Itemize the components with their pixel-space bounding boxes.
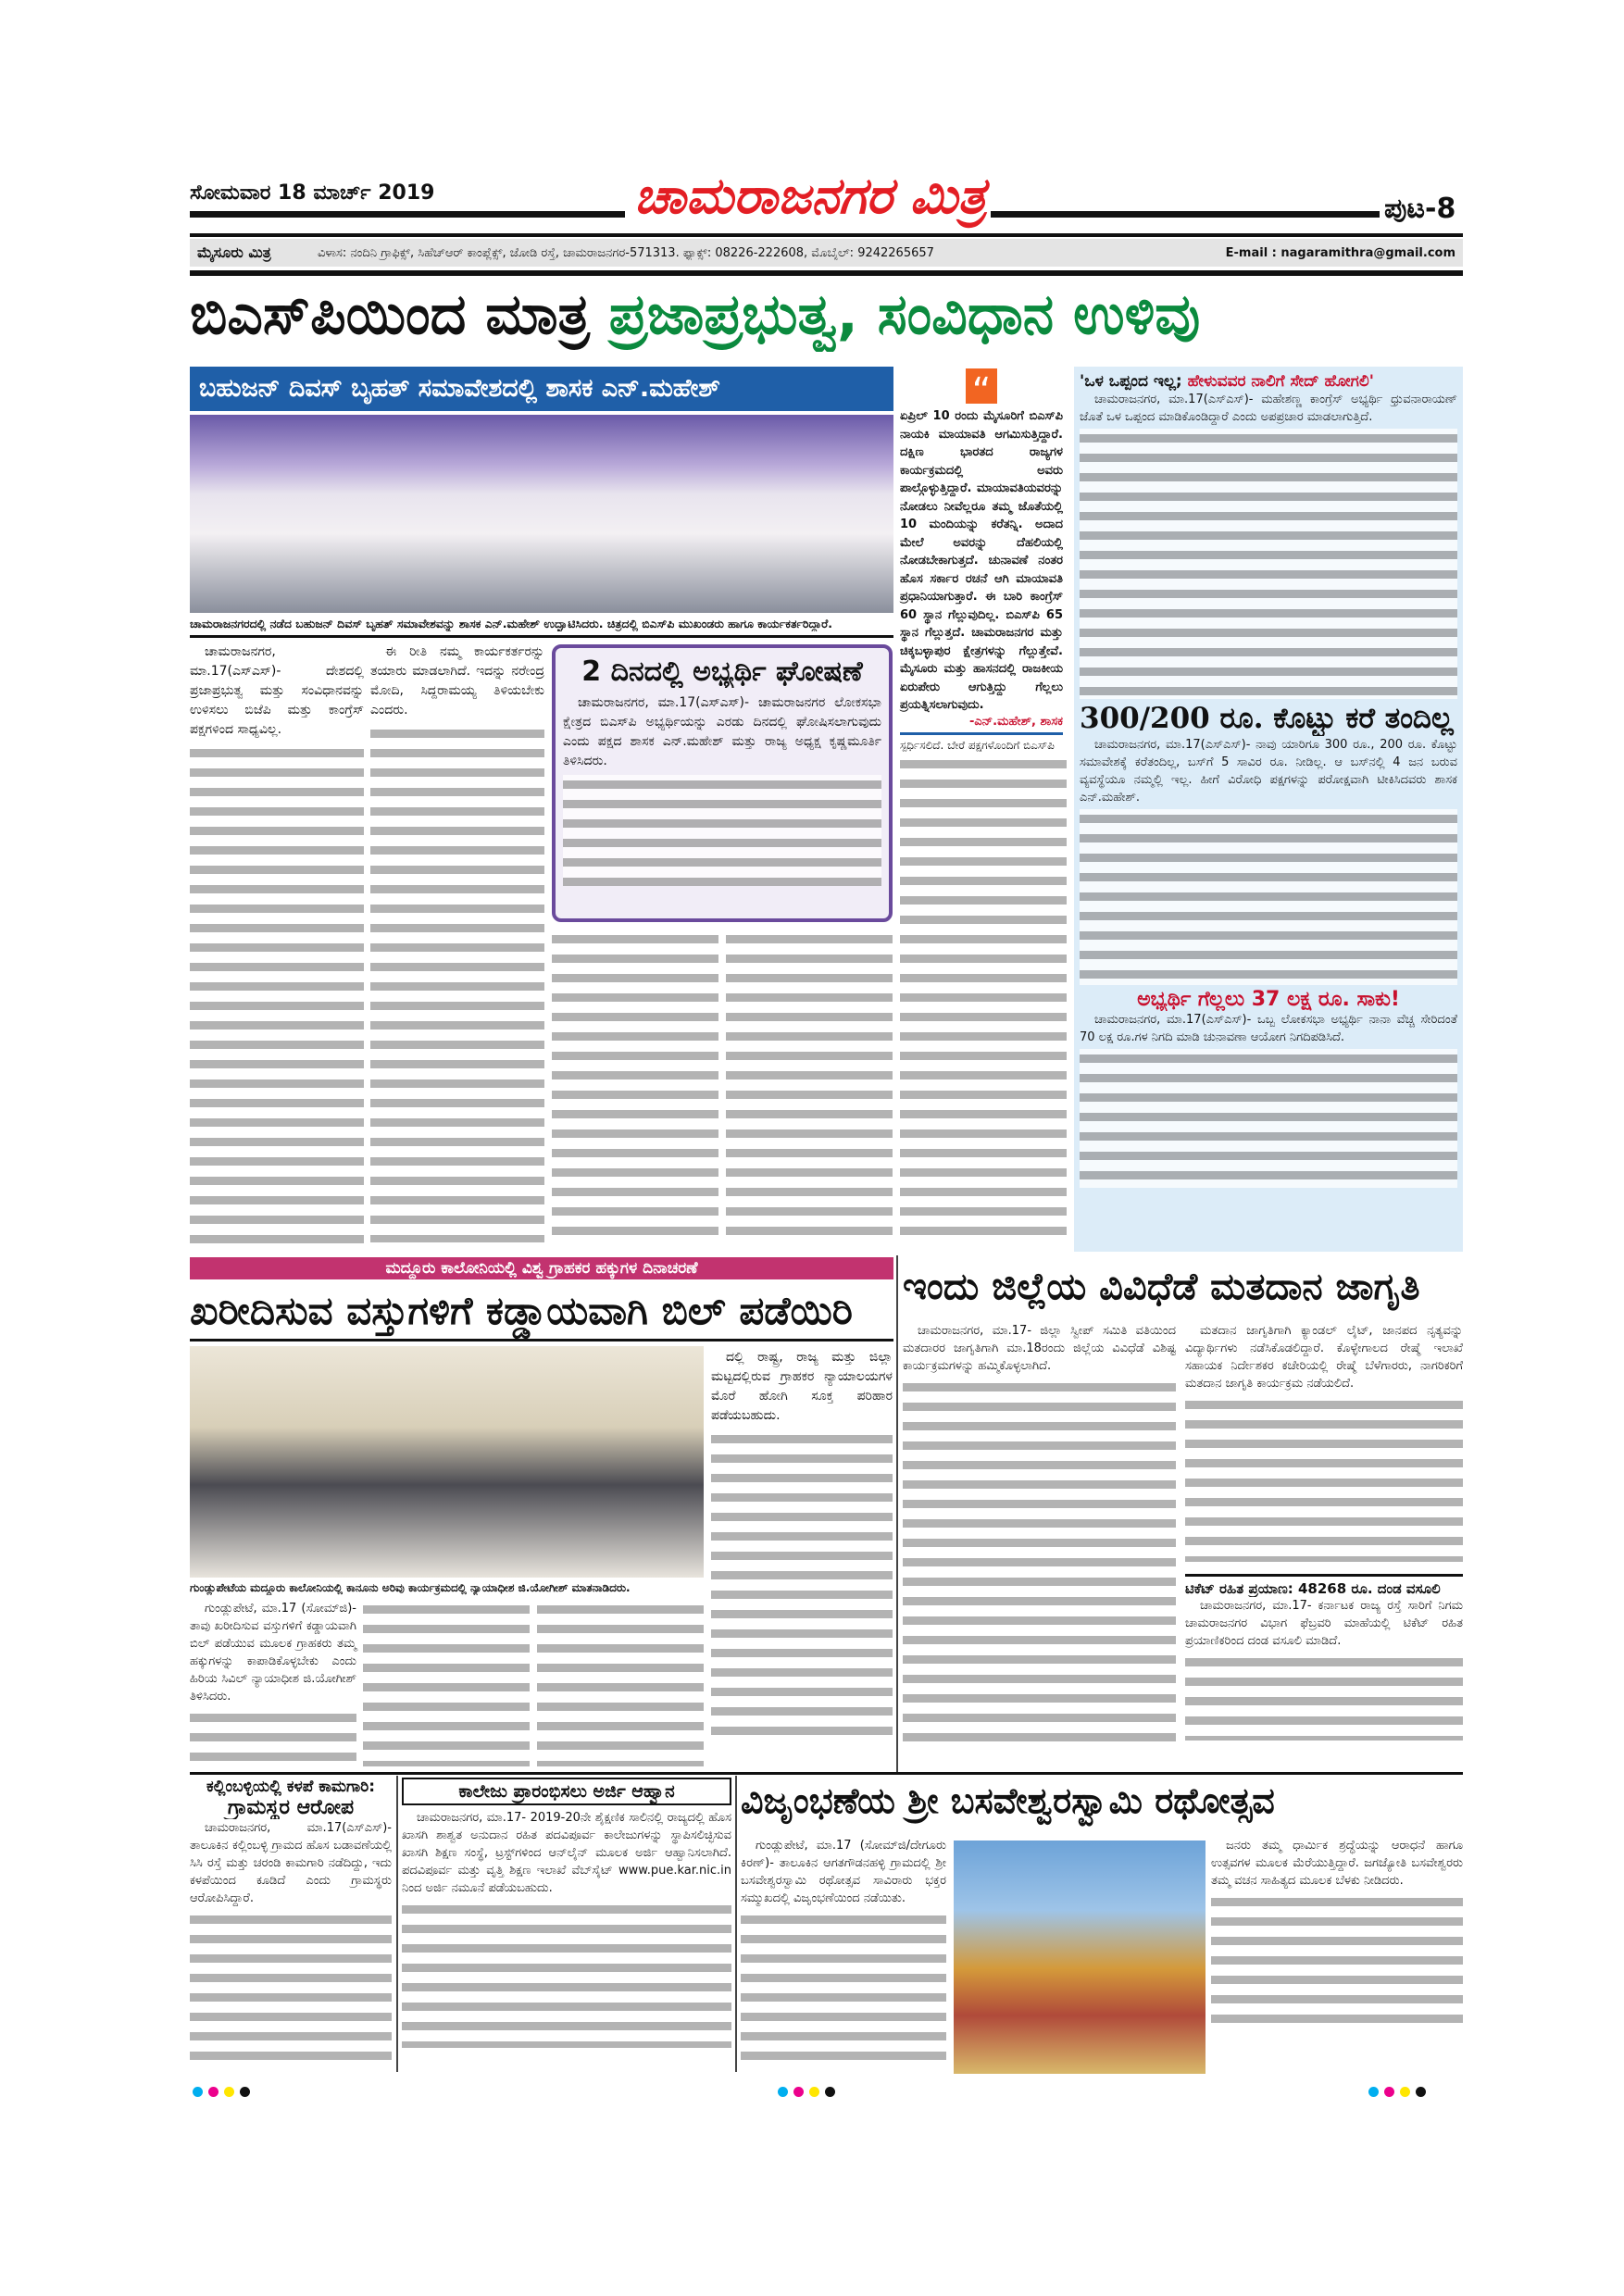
c-col2 bbox=[1211, 1837, 1463, 2031]
right-h1 bbox=[1080, 372, 1457, 391]
text-lines bbox=[552, 930, 718, 1244]
text-lines bbox=[1185, 1395, 1463, 1562]
rule bbox=[190, 211, 625, 218]
consumer-headline: ಖರೀದಿಸುವ ವಸ್ತುಗಳಿಗೆ ಕಡ್ಡಾಯವಾಗಿ ಬಿಲ್ ಪಡೆಯಿರಿ bbox=[190, 1288, 853, 1333]
b-text: ಚಾಮರಾಜನಗರ, ಮಾ.17- 2019-20ನೇ ಶೈಕ್ಷಣಿಕ ಸಾಲಿನಲ್ಲಿ ರಾಜ್ಯದಲ್ಲಿ ಹೊಸ ಖಾಸಗಿ ಶಾಶ್ವತ ಅನುದಾನ ರಹಿತ ಪದವಿಪೂರ್ವ ಕಾಲೇಜುಗಳನ್ನು ಸ್ಥಾಪಿಸಲಿಚ್ಛಿಸುವ ಖಾಸಗಿ ಶಿಕ್ಷಣ ಸಂಸ್ಥೆ, ಟ್ರಸ್ಟ್‌ಗಳಿಂದ ಆನ್‌ಲೈನ್ ಮೂಲಕ ಅರ್ಜಿ ಆಹ್ವಾನಿಸಲಾಗಿದೆ. ಪದವಿಪೂರ್ವ ಮತ್ತು ವೃತ್ತಿ ಶಿಕ್ಷಣ ಇಲಾಖೆ ವೆಬ್‌ಸೈಟ್ www.pue.kar.nic.in ನಿಂದ ಅರ್ಜಿ ನಮೂನೆ ಪಡೆಯಬಹುದು. bbox=[402, 1811, 731, 1895]
c-text: ಜನರು ತಮ್ಮ ಧಾರ್ಮಿಕ ಶ್ರದ್ಧೆಯನ್ನು ಆರಾಧನೆ ಹಾಗೂ ಉತ್ಸವಗಳ ಮೂಲಕ ಮೆರೆಯುತ್ತಿದ್ದಾರೆ. ಜಗಜ್ಯೋತಿ ಬಸವೇಶ್ವರರು ತಮ್ಮ ವಚನ ಸಾಹಿತ್ಯದ ಮೂಲಕ ಬೆಳಕು ನೀಡಿದರು. bbox=[1211, 1839, 1463, 1888]
consumer-col1 bbox=[190, 1600, 356, 1764]
text-lines bbox=[537, 1600, 704, 1766]
h1-part: ಹೇಳುವವರ ನಾಲಿಗೆ ಸೇದ್ ಹೋಗಲಿ' bbox=[1187, 372, 1374, 391]
rule bbox=[991, 211, 1380, 218]
masthead: ಚಾಮರಾಜನಗರ ಮಿತ್ರ bbox=[633, 167, 987, 225]
article-college bbox=[402, 1778, 731, 2048]
box-text: ಚಾಮರಾಜನಗರ, ಮಾ.17(ಎಸ್‌ಎಸ್)- ಚಾಮರಾಜನಗರ ಲೋಕಸಭಾ ಕ್ಷೇತ್ರದ ಬಿಎಸ್‌ಪಿ ಅಭ್ಯರ್ಥಿಯನ್ನು ಎರಡು ದಿನದಲ್ಲಿ ಘೋಷಿಸಲಾಗುವುದು ಎಂದು ಪಕ್ಷದ ಶಾಸಕ ಎನ್.ಮಹೇಶ್ ಮತ್ತು ರಾಜ್ಯ ಅಧ್ಯಕ್ಷ ಕೃಷ್ಣಮೂರ್ತಿ ತಿಳಿಸಿದರು. bbox=[563, 695, 881, 768]
right-h2: 300/200 ರೂ. ಕೊಟ್ಟು ಕರೆ ತಂದಿಲ್ಲ bbox=[1080, 702, 1454, 735]
headline-part2: ಪ್ರಜಾಪ್ರಭುತ್ವ, ಸಂವಿಧಾನ ಉಳಿವು bbox=[608, 282, 1201, 347]
rule bbox=[190, 1339, 893, 1341]
rule bbox=[190, 233, 1463, 237]
right-h3: ಅಭ್ಯರ್ಥಿ ಗೆಲ್ಲಲು 37 ಲಕ್ಷ ರೂ. ಸಾಕು! bbox=[1137, 988, 1400, 1011]
quote-after: ಸ್ಪರ್ಧಿಸಲಿದೆ. ಬೇರೆ ಪಕ್ಷಗಳೊಂದಿಗೆ ಬಿಎಸ್‌ಪಿ bbox=[900, 738, 1055, 752]
right-p2: ಚಾಮರಾಜನಗರ, ಮಾ.17(ಎಸ್‌ಎಸ್)- ನಾವು ಯಾರಿಗೂ 300 ರೂ., 200 ರೂ. ಕೊಟ್ಟು ಸಮಾವೇಶಕ್ಕೆ ಕರೆತಂದಿಲ್ಲ, ಬಸ್‌ಗೆ 5 ಸಾವಿರ ರೂ. ನೀಡಿಲ್ಲ. ಆ ಬಸ್‌ನಲ್ಲಿ 4 ಜನ ಬರುವ ವ್ಯವಸ್ಥೆಯೂ ನಮ್ಮಲ್ಲಿ ಇಲ್ಲ. ಹೀಗೆ ವಿರೋಧಿ ಪಕ್ಷಗಳನ್ನು ಪರೋಕ್ಷವಾಗಿ ಟೀಕಿಸಿದವರು ಶಾಸಕ ಎನ್.ಮಹೇಶ್. bbox=[1080, 738, 1457, 805]
c-title: ವಿಜೃಂಭಣೆಯ ಶ್ರೀ ಬಸವೇಶ್ವರಸ್ವಾಮಿ ರಥೋತ್ಸವ bbox=[741, 1780, 1275, 1821]
voting-col1 bbox=[903, 1322, 1176, 1748]
text-lines bbox=[190, 1910, 392, 2067]
text-lines bbox=[363, 1600, 530, 1766]
voting-text: ಮತದಾನ ಜಾಗೃತಿಗಾಗಿ ಕ್ಯಾಂಡಲ್ ಲೈಟ್, ಜಾನಪದ ನೃತ್ಯವನ್ನು ವಿದ್ಯಾರ್ಥಿಗಳು ನಡೆಸಿಕೊಡಲಿದ್ದಾರೆ. ಕೊಳ್ಳೇಗಾಲದ ರೇಷ್ಮೆ ಇಲಾಖೆ ಸಹಾಯಕ ನಿರ್ದೇಶಕರ ಕಚೇರಿಯಲ್ಲಿ ರೇಷ್ಮೆ ಬೆಳೆಗಾರರು, ನಾಗರಿಕರಿಗೆ ಮತದಾನ ಜಾಗೃತಿ ಕಾರ್ಯಕ್ರಮ ನಡೆಯಲಿದೆ. bbox=[1185, 1324, 1463, 1391]
lead-col1 bbox=[190, 643, 364, 1243]
email: E-mail : nagaramithra@gmail.com bbox=[1225, 245, 1455, 260]
divider bbox=[735, 1776, 737, 2072]
a-text: ಚಾಮರಾಜನಗರ, ಮಾ.17(ಎಸ್‌ಎಸ್)- ತಾಲೂಕಿನ ಕಲ್ಲಿಂಬಳ್ಳಿ ಗ್ರಾಮದ ಹೊಸ ಬಡಾವಣೆಯಲ್ಲಿ ಸಿಸಿ ರಸ್ತೆ ಮತ್ತು ಚರಂಡಿ ಕಾಮಗಾರಿ ನಡೆದಿದ್ದು, ಇದು ಕಳಪೆಯಿಂದ ಕೂಡಿದೆ ಎಂದು ಗ್ರಾಮಸ್ಥರು ಆರೋಪಿಸಿದ್ದಾರೆ. bbox=[190, 1821, 392, 1905]
text-lines bbox=[402, 1900, 731, 2048]
consumer-text: ಗುಂಡ್ಲುಪೇಟೆ, ಮಾ.17 (ಸೋಮ್‌ಜಿ)- ತಾವು ಖರೀದಿಸುವ ವಸ್ತುಗಳಿಗೆ ಕಡ್ಡಾಯವಾಗಿ ಬಿಲ್ ಪಡೆಯುವ ಮೂಲಕ ಗ್ರಾಹಕರು ತಮ್ಮ ಹಕ್ಕುಗಳನ್ನು ಕಾಪಾಡಿಕೊಳ್ಳಬೇಕು ಎಂದು ಹಿರಿಯ ಸಿವಿಲ್ ನ್ಯಾಯಾಧೀಶ ಜಿ.ಯೋಗೀಶ್ ತಿಳಿಸಿದರು. bbox=[190, 1602, 356, 1703]
quote-text: ಏಪ್ರಿಲ್ 10 ರಂದು ಮೈಸೂರಿಗೆ ಬಿಎಸ್‌ಪಿ ನಾಯಕಿ ಮಾಯಾವತಿ ಆಗಮಿಸುತ್ತಿದ್ದಾರೆ. ದಕ್ಷಿಣ ಭಾರತದ ರಾಜ್ಯಗಳ ಕಾರ್ಯಕ್ರಮದಲ್ಲಿ ಅವರು ಪಾಲ್ಗೊಳ್ಳುತ್ತಿದ್ದಾರೆ. ಮಾಯಾವತಿಯವರನ್ನು ನೋಡಲು ನೀವೆಲ್ಲರೂ ತಮ್ಮ ಜೊತೆಯಲ್ಲಿ 10 ಮಂದಿಯನ್ನು ಕರೆತನ್ನಿ. ಅದಾದ ಮೇಲೆ ಅವರನ್ನು ದೆಹಲಿಯಲ್ಲಿ ನೋಡಬೇಕಾಗುತ್ತದೆ. ಚುನಾವಣೆ ನಂತರ ಹೊಸ ಸರ್ಕಾರ ರಚನೆ ಆಗಿ ಮಾಯಾವತಿ ಪ್ರಧಾನಿಯಾಗುತ್ತಾರೆ. ಈ ಬಾರಿ ಕಾಂಗ್ರೆಸ್ 60 ಸ್ಥಾನ ಗೆಲ್ಲುವುದಿಲ್ಲ. ಬಿಎಸ್‌ಪಿ 65 ಸ್ಥಾನ ಗೆಲ್ಲುತ್ತದೆ. ಚಾಮರಾಜನಗರ ಮತ್ತು ಚಿಕ್ಕಬಳ್ಳಾಪುರ ಕ್ಷೇತ್ರಗಳನ್ನು ಗೆಲ್ಲುತ್ತೇವೆ. ಮೈಸೂರು ಮತ್ತು ಹಾಸನದಲ್ಲಿ ರಾಜಕೀಯ ಏರುಪೇರು ಆಗುತ್ತಿದ್ದು ಗೆಲ್ಲಲು ಪ್ರಯತ್ನಿಸಲಾಗುವುದು. bbox=[900, 409, 1063, 712]
text-lines bbox=[711, 1429, 893, 1735]
info-bar bbox=[190, 239, 1463, 267]
h1-part: 'ಒಳ ಒಪ್ಪಂದ ಇಲ್ಲ; bbox=[1080, 372, 1188, 391]
quote-icon: “ bbox=[966, 368, 997, 404]
address: ವಿಳಾಸ: ನಂದಿನಿ ಗ್ರಾಫಿಕ್ಸ್, ಸಿಹೆಚ್‌ಆರ್ ಕಾಂಪ್ಲೆಕ್ಸ್, ಜೋಡಿ ರಸ್ತೆ, ಚಾಮರಾಜನಗರ-571313. ಫ್ಯಾಕ್ಸ್: 08226-222608, ಮೊಬೈಲ್: 9242265657 bbox=[318, 245, 934, 260]
divider bbox=[896, 1255, 898, 1774]
text-lines bbox=[190, 1708, 356, 1764]
lead-banner: ಬಹುಜನ್ ದಿವಸ್ ಬೃಹತ್ ಸಮಾವೇಶದಲ್ಲಿ ಶಾಸಕ ಎನ್.ಮಹೇಶ್ bbox=[190, 367, 893, 411]
text-lines bbox=[903, 1378, 1176, 1748]
rule bbox=[900, 732, 1063, 735]
text-lines bbox=[1080, 1049, 1457, 1188]
text-lines bbox=[1080, 429, 1457, 699]
headline-part1: ಬಿಎಸ್‌ಪಿಯಿಂದ ಮಾತ್ರ bbox=[190, 282, 590, 347]
consumer-side bbox=[711, 1348, 893, 1735]
consumer-strip: ಮದ್ದೂರು ಕಾಲೋನಿಯಲ್ಲಿ ವಿಶ್ವ ಗ್ರಾಹಕರ ಹಕ್ಕುಗಳ ದಿನಾಚರಣೆ bbox=[190, 1257, 893, 1279]
photo-caption: ಚಾಮರಾಜನಗರದಲ್ಲಿ ನಡೆದ ಬಹುಜನ್ ದಿವಸ್ ಬೃಹತ್ ಸಮಾವೇಶವನ್ನು ಶಾಸಕ ಎನ್.ಮಹೇಶ್ ಉದ್ಘಾಟಿಸಿದರು. ಚಿತ್ರದಲ್ಲಿ ಬಿಎಸ್‌ಪಿ ಮುಖಂಡರು ಹಾಗೂ ಕಾರ್ಯಕರ್ತರಿದ್ದಾರೆ. bbox=[190, 617, 833, 630]
rule bbox=[190, 270, 1463, 276]
text-lines bbox=[900, 755, 1067, 1245]
text-lines bbox=[190, 743, 364, 1243]
divider bbox=[396, 1776, 398, 2072]
consumer-caption: ಗುಂಡ್ಲುಪೇಟೆಯ ಮದ್ದೂರು ಕಾಲೋನಿಯಲ್ಲಿ ಕಾನೂನು ಅರಿವು ಕಾರ್ಯಕ್ರಮದಲ್ಲಿ ನ್ಯಾಯಾಧೀಶ ಜಿ.ಯೋಗೀಶ್ ಮಾತನಾಡಿದರು. bbox=[190, 1581, 631, 1594]
right-p3: ಚಾಮರಾಜನಗರ, ಮಾ.17(ಎಸ್‌ಎಸ್)- ಒಬ್ಬ ಲೋಕಸಭಾ ಅಭ್ಯರ್ಥಿ ನಾನಾ ವೆಚ್ಚ ಸೇರಿದಂತೆ 70 ಲಕ್ಷ ರೂ.ಗಳ ನಿಗದಿ ಮಾಡಿ ಚುನಾವಣಾ ಆಯೋಗ ನಿಗದಿಪಡಿಸಿದೆ. bbox=[1080, 1013, 1457, 1044]
ticket-box bbox=[1185, 1574, 1463, 1741]
text-lines bbox=[1211, 1892, 1463, 2031]
box-title: 2 ದಿನದಲ್ಲಿ ಅಭ್ಯರ್ಥಿ ಘೋಷಣೆ bbox=[581, 655, 863, 688]
voting-text: ಚಾಮರಾಜನಗರ, ಮಾ.17- ಜಿಲ್ಲಾ ಸ್ವೀಪ್ ಸಮಿತಿ ವತಿಯಿಂದ ಮತದಾರರ ಜಾಗೃತಿಗಾಗಿ ಮಾ.18ರಂದು ಜಿಲ್ಲೆಯ ವಿವಿಧೆಡೆ ವಿಶಿಷ್ಟ ಕಾರ್ಯಕ್ರಮಗಳನ್ನು ಹಮ್ಮಿಕೊಳ್ಳಲಾಗಿದೆ. bbox=[903, 1324, 1176, 1373]
issue-date: ಸೋಮವಾರ 18 ಮಾರ್ಚ್ 2019 bbox=[190, 181, 435, 205]
text-lines bbox=[370, 724, 544, 1242]
consumer-photo bbox=[190, 1346, 704, 1578]
lead-col2 bbox=[370, 643, 544, 1242]
main-headline bbox=[190, 278, 1463, 352]
b-title: ಕಾಲೇಜು ಪ್ರಾರಂಭಿಸಲು ಅರ್ಜಿ ಆಹ್ವಾನ bbox=[402, 1778, 731, 1805]
sister-paper: ಮೈಸೂರು ಮಿತ್ರ bbox=[197, 243, 271, 261]
text-lines bbox=[1185, 1653, 1463, 1741]
voting-col2 bbox=[1185, 1322, 1463, 1562]
a-title: ಗ್ರಾಮಸ್ಥರ ಆರೋಪ bbox=[227, 1796, 355, 1819]
a-title: ಕಲ್ಲಿಂಬಳ್ಳಿಯಲ್ಲಿ ಕಳಪೆ ಕಾಮಗಾರಿ: bbox=[206, 1778, 376, 1796]
c-col1 bbox=[741, 1837, 946, 2067]
ticket-text: ಚಾಮರಾಜನಗರ, ಮಾ.17- ಕರ್ನಾಟಕ ರಾಜ್ಯ ರಸ್ತೆ ಸಾರಿಗೆ ನಿಗಮ ಚಾಮರಾಜನಗರ ವಿಭಾಗ ಫೆಬ್ರವರಿ ಮಾಹೆಯಲ್ಲಿ ಟಿಕೆಟ್ ರಹಿತ ಪ್ರಯಾಣಿಕರಿಂದ ದಂಡ ವಸೂಲಿ ಮಾಡಿದೆ. bbox=[1185, 1599, 1463, 1648]
color-registration-marks bbox=[1368, 2083, 1431, 2101]
consumer-side-text: ದಲ್ಲಿ ರಾಷ್ಟ್ರ, ರಾಜ್ಯ ಮತ್ತು ಜಿಲ್ಲಾ ಮಟ್ಟದಲ್ಲಿರುವ ಗ್ರಾಹಕರ ನ್ಯಾಯಾಲಯಗಳ ಮೊರೆ ಹೋಗಿ ಸೂಕ್ತ ಪರಿಹಾರ ಪಡೆಯಬಹುದು. bbox=[711, 1350, 893, 1423]
lead-text: ಈ ರೀತಿ ನಮ್ಮ ಕಾರ್ಯಕರ್ತರನ್ನು ತಯಾರು ಮಾಡಲಾಗಿದೆ. ಇದನ್ನು ನರೇಂದ್ರ ಮೋದಿ, ಸಿದ್ದರಾಮಯ್ಯ ತಿಳಿಯಬೇಕು ಎಂದರು. bbox=[370, 644, 544, 718]
chariot-photo bbox=[954, 1841, 1206, 2074]
text-lines bbox=[726, 930, 893, 1244]
rally-photo bbox=[190, 415, 893, 613]
text-lines bbox=[1080, 809, 1457, 985]
article-kallimballi bbox=[190, 1778, 392, 2067]
lead-text: ಚಾಮರಾಜನಗರ, ಮಾ.17(ಎಸ್‌ಎಸ್)- ದೇಶದಲ್ಲಿ ಪ್ರಜಾಪ್ರಭುತ್ವ ಮತ್ತು ಸಂವಿಧಾನವನ್ನು ಉಳಿಸಲು ಬಿಜೆಪಿ ಮತ್ತು ಕಾಂಗ್ರೆಸ್ ಪಕ್ಷಗಳಿಂದ ಸಾಧ್ಯವಿಲ್ಲ. bbox=[190, 644, 364, 737]
color-registration-marks bbox=[193, 2083, 256, 2101]
right-p1: ಚಾಮರಾಜನಗರ, ಮಾ.17(ಎಸ್‌ಎಸ್)- ಮಹೇಶಣ್ಣ ಕಾಂಗ್ರೆಸ್ ಅಭ್ಯರ್ಥಿ ಧ್ರುವನಾರಾಯಣ್ ಜೊತೆ ಒಳ ಒಪ್ಪಂದ ಮಾಡಿಕೊಂಡಿದ್ದಾರೆ ಎಂದು ಅಪಪ್ರಚಾರ ಮಾಡಲಾಗುತ್ತಿದೆ. bbox=[1080, 393, 1457, 424]
candidate-box bbox=[552, 644, 893, 922]
right-column bbox=[1074, 367, 1463, 1252]
page-number: ಪುಟ-8 bbox=[1384, 193, 1456, 225]
voting-headline: ಇಂದು ಜಿಲ್ಲೆಯ ವಿವಿಧೆಡೆ ಮತದಾನ ಜಾಗೃತಿ bbox=[903, 1266, 1420, 1308]
text-lines bbox=[563, 775, 881, 886]
quote-box bbox=[900, 368, 1063, 753]
rule bbox=[190, 635, 893, 638]
ticket-title: ಟಿಕೆಟ್ ರಹಿತ ಪ್ರಯಾಣ: 48268 ರೂ. ದಂಡ ವಸೂಲಿ bbox=[1185, 1580, 1441, 1597]
quote-author: -ಎನ್.ಮಹೇಶ್, ಶಾಸಕ bbox=[968, 714, 1063, 729]
c-text: ಗುಂಡ್ಲುಪೇಟೆ, ಮಾ.17 (ಸೋಮ್‌ಜಿ/ದೇಗೂರು ಕಿರಣ್)- ತಾಲೂಕಿನ ಆಗತಗೌಡನಹಳ್ಳಿ ಗ್ರಾಮದಲ್ಲಿ ಶ್ರೀ ಬಸವೇಶ್ವರಸ್ವಾಮಿ ರಥೋತ್ಸವ ಸಾವಿರಾರು ಭಕ್ತರ ಸಮ್ಮುಖದಲ್ಲಿ ವಿಜೃಂಭಣೆಯಿಂದ ನಡೆಯಿತು. bbox=[741, 1839, 946, 1905]
text-lines bbox=[741, 1910, 946, 2067]
color-registration-marks bbox=[778, 2083, 841, 2101]
